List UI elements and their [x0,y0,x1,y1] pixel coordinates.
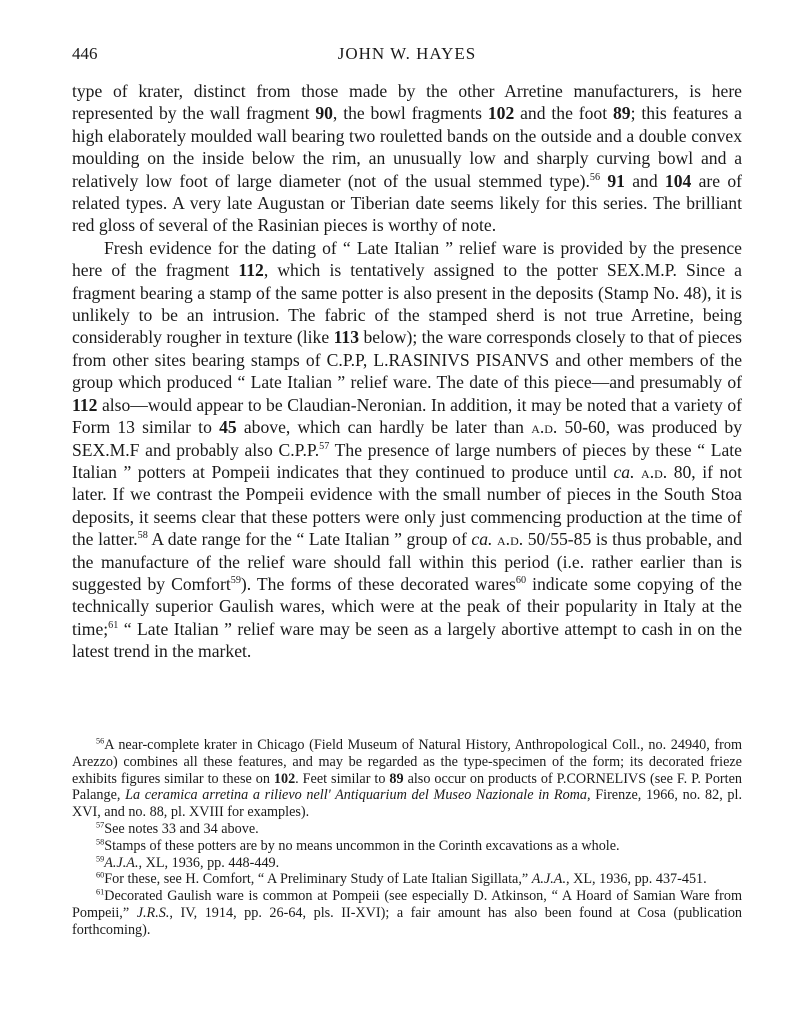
text-run: For these, see H. Comfort, “ A Preliminary Study of Late Italian Sigillata,” [104,871,532,888]
text-run: and the foot [514,103,613,124]
footnote-ref-56[interactable]: 56 [589,171,601,183]
footnote-number: 59 [96,853,105,863]
text-run: , Firenze, 1966, no. 82, pl. XVI, and no. 88, pl. XVIII for examples). [72,787,742,821]
text-run: above, which can hardly be later than [236,417,532,438]
text-run: , IV, 1914, pp. 26-64, pls. II-XVI); a fair amount has also been found at Cosa (publication forthcoming). [72,904,743,938]
text-run: indicate some copying of the technically superior Gaulish wares, which were at the peak of their popularity in Italy at the time; [72,573,742,639]
catalogue-number: 112 [238,260,264,281]
catalogue-number: 45 [219,417,237,438]
catalogue-number: 104 [664,170,692,191]
text-run: “ Late Italian ” relief ware may be seen as a largely abortive attempt to cash in on the latest trend in the market. [72,618,742,662]
catalogue-number: 89 [389,770,404,787]
footnote-number: 56 [96,736,105,746]
text-run: also—would appear to be Claudian-Neronian. In addition, it may be noted that a variety of Form 13 similar to [72,394,742,438]
text-run: See notes 33 and 34 above. [104,820,259,837]
footnote-61 [72,888,742,938]
text-run: . Feet similar to [295,770,390,787]
text-run: 50-60, was produced by SEX.M.F and probably also C.P.P. [72,417,742,460]
catalogue-number: 89 [612,103,631,124]
journal-title: A.J.A. [531,871,567,888]
footnote-ref-57[interactable]: 57 [319,440,330,452]
text-run: The presence of large numbers of pieces by these “ Late Italian ” potters at Pompeii indicates that they continued to produce until [72,439,742,482]
body-text [72,80,742,663]
page-header [72,44,742,68]
catalogue-number: 102 [273,770,296,787]
text-run: type of krater, distinct from those made by the other Arretine manufacturers, is here represented by the wall fragment [72,81,742,124]
footnote-60 [72,871,742,888]
paragraph-2 [72,237,742,663]
footnote-number: 57 [96,820,105,830]
footnote-ref-59[interactable]: 59 [230,575,241,587]
footnote-ref-61[interactable]: 61 [108,619,119,631]
footnote-56 [72,737,742,821]
text-run: Fresh evidence for the dating of “ Late Italian ” relief ware is provided by the presence here of the fragment [72,237,742,281]
circa-abbreviation: ca. [471,529,493,550]
paragraph-1 [72,80,742,237]
text-run: Decorated Gaulish ware is common at Pompeii (see especially D. Atkinson, “ A Hoard of Samian Ware from Pompeii,” [72,888,742,921]
footnote-ref-60[interactable]: 60 [515,575,527,587]
catalogue-number: 113 [333,327,360,348]
footnote-57 [72,821,742,838]
era-abbreviation: a.d. [641,461,668,482]
footnote-number: 60 [96,870,105,880]
footnote-number: 58 [96,837,105,847]
book-title: La ceramica arretina a rilievo nell' Antiquarium del Museo Nazionale in Roma [125,787,588,804]
text-run: A date range for the “ Late Italian ” group of [147,529,472,550]
text-run: Stamps of these potters are by no means uncommon in the Corinth excavations as a whole. [104,837,620,854]
footnote-number: 61 [96,887,105,897]
era-abbreviation: a.d. [497,529,524,550]
text-run: ). The forms of these decorated wares [240,573,516,594]
footnote-58 [72,838,742,855]
text-run: are of related types. A very late Augustan or Tiberian date seems likely for this series. The brilliant red gloss of several of the Rasinian pieces is worthy of note. [72,170,742,236]
text-run: also occur on products of P.CORNELIVS (see F. P. Porten Palange, [72,770,742,804]
running-head: JOHN W. HAYES [337,44,477,63]
footnote-59 [72,855,742,872]
catalogue-number: 102 [487,103,515,124]
text-run: , XL, 1936, pp. 448-449. [138,854,280,871]
text-run: ; this features a high elaborately moulded wall bearing two rouletted bands on the outside and a double convex moulding on the inside below the rim, an unusually low and sharply curving bowl and a relatively low foot of large diameter (not of the usual stemmed type). [72,103,742,191]
footnotes [72,737,742,939]
text-run: below); the ware corresponds closely to that of pieces from other sites bearing stamps of C.P.P, L.RASINIVS PISANVS and other members of the group which produced “ Late Italian ” relief ware. The date of this piece—and presumably of [72,327,742,393]
text-run: A near-complete krater in Chicago (Field Museum of Natural History, Anthropological Coll., no. 24940, from Arezzo) combines all these features, and may be regarded as the type-specimen of the form; its decorated frieze exhibits figures similar to these on [72,737,742,787]
page-number: 446 [72,44,98,63]
era-abbreviation: a.d. [531,417,558,438]
journal-title: A.J.A. [104,854,139,871]
catalogue-number: 91 [607,170,625,191]
journal-title: J.R.S. [136,904,170,921]
text-run: 80, if not later. If we contrast the Pompeii evidence with the small number of pieces in the South Stoa deposits, it seems clear that these potters were only just commencing production at the time of the latter. [72,461,742,550]
text-run: and [624,170,665,191]
catalogue-number: 112 [72,394,98,415]
text-run: , XL, 1936, pp. 437-451. [566,871,707,888]
catalogue-number: 90 [315,103,333,124]
text-run: 50/55-85 is thus probable, and the manufacture of the relief ware should fall within this period (i.e. rather earlier than is suggested by Comfort [72,529,742,594]
text-run: , the bowl fragments [332,103,488,124]
footnote-ref-58[interactable]: 58 [137,530,148,542]
text-run: , which is tentatively assigned to the potter SEX.M.P. Since a fragment bearing a stamp of the same potter is also present in the deposits (Stamp No. 48), it is unlikely to be an intrusion. The fabric of the stamped sherd is not true Arretine, being considerably rougher in texture (like [72,260,742,348]
circa-abbreviation: ca. [613,461,635,482]
